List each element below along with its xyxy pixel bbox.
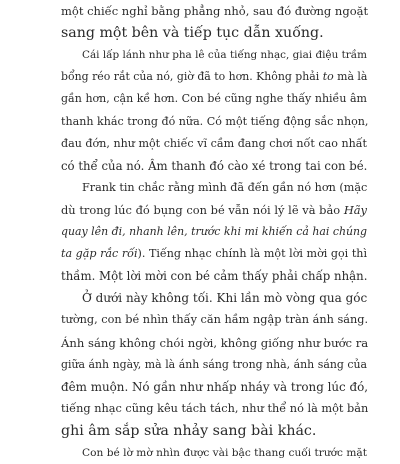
text-line bbox=[0, 155, 400, 177]
text-line bbox=[0, 442, 400, 464]
text-line-content: dù trong lúc đó bụng con bé vẫn nói lý lẽ và bảo Hãy bbox=[61, 202, 367, 217]
text-line-content: gần hơn, cận kề hơn. Con bé cũng nghe thấy nhiều âm bbox=[61, 92, 367, 106]
text-line-content: tường, con bé nhìn thấy căn hầm ngập tràn ánh sáng. bbox=[61, 313, 369, 327]
text-line-content: thanh khác trong đó nữa. Có một tiếng động sắc nhọn, bbox=[61, 114, 369, 128]
text-line bbox=[0, 221, 400, 243]
text-line-content: đêm muộn. Nó gần như nhấp nháy và trong lúc đó, bbox=[61, 379, 369, 394]
text-line-content: Frank tin chắc rằng mình đã đến gần nó hơn (mặc bbox=[82, 180, 368, 194]
text-line bbox=[0, 66, 400, 88]
text-line bbox=[0, 265, 400, 287]
text-line-content: Ánh sáng không chói ngời, không giống như bước ra bbox=[61, 335, 369, 350]
text-line bbox=[0, 111, 400, 133]
text-line bbox=[0, 309, 400, 331]
text-line bbox=[0, 332, 400, 354]
text-line-content: sang một bên và tiếp tục dẫn xuống. bbox=[61, 25, 324, 42]
text-line-content: đau đớn, như một chiếc vĩ cầm đang chơi nốt cao nhất bbox=[61, 136, 367, 150]
text-line bbox=[0, 287, 400, 309]
text-line bbox=[0, 133, 400, 155]
text-line-content: bổng réo rắt của nó, giờ đã to hơn. Không phải to mà là bbox=[61, 70, 368, 84]
text-line bbox=[0, 88, 400, 110]
text-line bbox=[0, 354, 400, 376]
text-line-content: có thể của nó. Âm thanh đó cào xé trong tai con bé. bbox=[61, 158, 368, 173]
text-line-content: quay lên đi, nhanh lên, trước khi mi khiến cả hai chúng bbox=[61, 225, 367, 238]
text-line bbox=[0, 0, 400, 22]
text-line-content: ta gặp rắc rối). Tiếng nhạc chính là một lời mời gọi thì bbox=[61, 247, 367, 261]
text-line-content: Con bé lờ mờ nhìn được vài bậc thang cuối trước mặt bbox=[82, 447, 367, 459]
text-line bbox=[0, 177, 400, 199]
text-line-content: ghi âm sắp sửa nhảy sang bài khác. bbox=[61, 422, 317, 439]
text-line bbox=[0, 44, 400, 66]
text-line bbox=[0, 398, 400, 420]
text-line bbox=[0, 243, 400, 265]
text-line-content: một chiếc nghỉ bằng phẳng nhỏ, sau đó đường ngoặt bbox=[61, 4, 369, 18]
text-line bbox=[0, 22, 400, 44]
text-line bbox=[0, 376, 400, 398]
text-line bbox=[0, 420, 400, 442]
text-line-content: Ở dưới này không tối. Khi lần mò vòng qua góc bbox=[82, 291, 368, 306]
text-line-content: Cái lấp lánh như pha lê của tiếng nhạc, giai điệu trầm bbox=[82, 49, 367, 62]
text-line-content: giữa ánh ngày, mà là ánh sáng trong nhà, ánh sáng của bbox=[61, 357, 367, 371]
text-line-content: thầm. Một lời mời con bé cảm thấy phải chấp nhận. bbox=[61, 269, 368, 284]
text-line bbox=[0, 199, 400, 221]
text-line-content: tiếng nhạc cũng kêu tách tách, như thể nó là một bản bbox=[61, 401, 369, 415]
